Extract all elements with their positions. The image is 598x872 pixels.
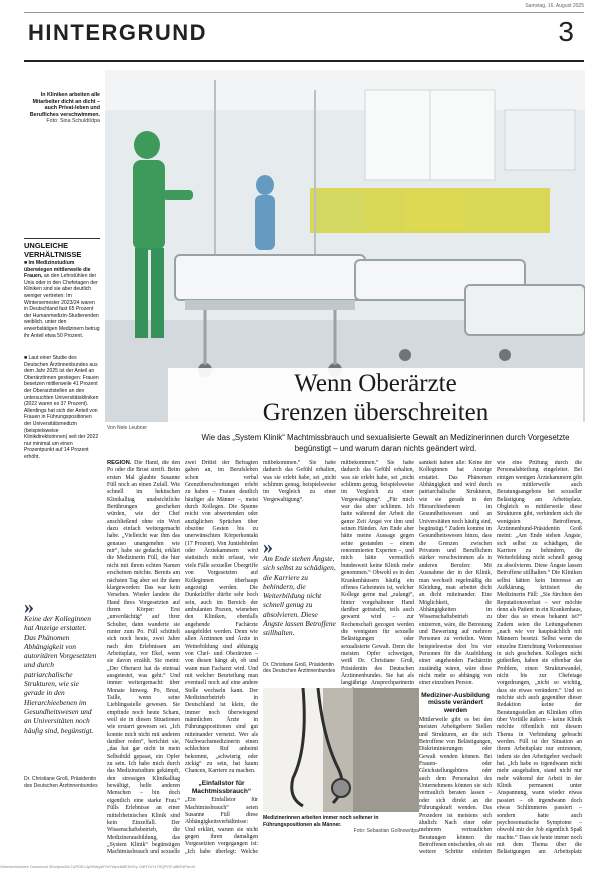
header-top-rule xyxy=(24,12,584,13)
dateline: REGION. xyxy=(107,460,132,466)
section-title: HINTERGRUND xyxy=(28,20,208,45)
column-text: „Ein Einfallstor für Machtmissbrauch“ seien Susanne Füll diese Abhängigkeitsverhältnisse: Und erklärt, warum sie nicht gegen ihren damaligen Vorgesetzten vorgegangen ist: „Ich habe überlegt: Welche xyxy=(185,797,258,855)
column-text: Die Hand, die den Po oder die Brust streift. Beim ersten Mal glaubte Susanne Füll noch an einen Zufall. Wie schnell im hektischen Klinikalltag unabsichtliche Berührungen geschehen würden, wie der Chef anschließend ohne ein Wort dazu einfach weitergemacht habe. „Vielleicht war ihm das genauso unangenehm wie mir“, habe sie gedacht, erklärt die Medizinerin Füll, die hier nicht mit ihrem echten Namen erscheinen möchte. Bereits am nächsten Tag aber sei ihr dann klargeworden: Das war kein Versehen. Wieder landete die Hand ihres Vorgesetzten auf ihrem Körper: Erst „unverdächtig“ auf ihrer Schulter, dann wanderte sie runter zum Po. Füll schüttelt sich noch heute, zwei Jahre nach den Erlebnissen am Arbeitsplatz, vor Ekel, wenn sie davon erzählt. Sie meint: „Der Oberarzt hat da eintraal ausgetestet, was geht.“ Und immer weitergemacht: über Monate hinweg. Po, Brust, Taille, wenn seine Lieblingsstelle gewesen. Sie empfinde noch heute Scham, weil sie in diesen Situationen wie erstarrt gewesen sei. „Ich konnte mich nicht mit anderen darüber reden“, berichtet sie, „das hat gar nicht in mein Selbstbild gepasst, ein Opfer zu sein. Ich habe mich durch das Medizinstudium gekämpft, den stressigen Klinikalltag bewältigt, helfe anderen Menschen – bin doch eigentlich eine starke Frau.“ Fülls Erlebnisse an einer mittelrheinischen Klinik sind kein Einzelfall. Der Wissenschaftsbetrieb, die Medizinerausbildung, das „System Klinik“ begünstigen Machtmissbrauch und sexuelle xyxy=(107,460,180,855)
column-text: wie eine Prüfung durch die Personalabteilung eingeleitet. Bei einigen wenigen Ärztekammern gibt es mittlerweile auch Beratungsangebote bei sexueller Belästigung am Arbeitsplatz. Obgleich es mittlerweile diese Strukturen gibt, verhindern sich die wenigsten Betroffenen, Ärztinnenbund-Präsidentin Groß meint: „Am Ende stehen Ängste, sich selbst zu schädigen, die Karriere zu behindern, die Weiterbildung nicht schnell genug zu absolvieren. Diese Ängste lassen Betroffene stillhalten.“ Die Kliniken selbst hätten kein Interesse an Aufklärung, kritisiert die Medizinerin Füll: „Sie fürchten den Reputationsverlust – wer möchte denn als Patient in ein Krankenhaus, über das so etwas bekannt ist?“ Zudem seien die Leitungsebenen „nach wie vor hauptsächlich mit Männern besetzt. Selbst wenn die einzelne Einrichtung Vorkommnisse in sich geschehen. Kollegen nicht gutheißen, haben sie offenbar das Problem, einen Strukturwandel, nicht bis zur Chefetage vorgedrungen, „nicht so wichtig, dass sie etwas verändern.“ Und so möchte sich auch gegenüber dieser Redaktion keine der Beratungsstellen an Kliniken offen über Vorfälle äußern – keine Klinik möchte öffentlich mit diesem Thema in Verbindung gebracht werden. Füll ist der Situation an ihrem Arbeitsplatz nur entronnen, indem sie den Arbeitgeber wechselt hat. „Ich habe es irgendwann nicht mehr ausgehalten, stand nicht nur mehr während der Arbeit in der Klinik permanent unter Anspannung, wann wieder etwas passiert – ob irgendwann doch etwas Schlimmeres passiert – sondern hatte auch psychosomatische Symptome – obwohl mir der Job eigentlich Spaß machte.“ Dass sie heute immer noch mit dem Thema über die Belästigungen am Arbeitsplatz xyxy=(497,460,582,855)
sidebar-item-lead: Im Medizinstudium überwiegen mittlerweile die Frauen, xyxy=(24,260,91,280)
footer-id: Gelesen/sichere Download 00vdpss2i/u7UPDEL3pWkbgWYeYWpelb8EtVtGy OdfTGr7x7SQPOFu8BFdPanXt xyxy=(0,864,196,869)
headline-line-1: Wenn Oberärzte xyxy=(294,370,457,397)
article-column-5 xyxy=(419,460,492,855)
header-rule xyxy=(24,60,584,62)
article-headline xyxy=(168,368,583,428)
pull-quote-left-source: Dr. Christiane Groß, Präsidentin des Deutschen Ärztinnenbundes xyxy=(24,776,98,789)
article-subheading: „Einfallstor für Machtmissbrauch“ xyxy=(191,779,252,795)
article-subhead: Wie das „System Klinik“ Machtmissbrauch und sexualisierte Gewalt an Medizinerinnen durch Vorgesetzte begünstigt – und warum daran nichts geändert wird. xyxy=(201,433,570,453)
column-text-part: mitbekommen.“ Sie habe dadurch das Gefühl erhalten, was sie erlebt habe, sei „nicht schlimm genug, beispielsweise im Vergleich zu einer Vergewaltigung“. xyxy=(263,460,336,503)
column-text: mitbekommen.“ Sie habe dadurch das Gefühl erhalten, was sie erlebt habe, sei „nicht schlimm genug, beispielsweise im Vergleich zu einer Vergewaltigung“. „Für mich war das aber schlimm. Ich hatte während der Arbeit die ganze Zeit Angst vor ihm und seinen Händen. Am Ende aber hätte meine Aussage gegen seine gestanden – einem renommierten Experten –, und mich hätte vermutlich bundesweit keine Klinik mehr genommen.“ Obwohl es in den Krankenhäusern häufig ein offenes Geheimnis ist, welcher Kollege gerne mal „zulangt“, hinter vorgehaltener Hand darüber getratscht, teils auch gewarnt wird – zur Rechenschaft gezogen werden die wenigsten für sexuelle Belästigungen oder sexualisierte Gewalt. Denn die meisten Opfer schweigen, weiß Dr. Christiane Groß, Präsidentin des Deutschen Ärztinnenbundes. Sie hat als langjährige Ansprechpartnerin xyxy=(341,460,414,687)
article-column-3-top xyxy=(263,460,336,536)
sidebar-item: ■ Laut einer Studie des Deutschen Ärztinnenbundes aus dem Jahr 2025 ist der Anteil an Oberärztinnen gestiegen: Frauen besetzen mittlerweile 41 Prozent der Oberarztstellen an den untersuchten Universitätskliniken (2022 waren es 37 Prozent). Allerdings hat sich der Anteil von Frauen in Führungspositionen der Universitätsmedizin (beispielsweise Klinikdirektorinnen) seit der 2022 nur minimal um einen Prozentpunkt auf 14 Prozent erhöht. xyxy=(24,355,99,460)
photo2-source: Foto: Sebastian Gollnow/dpa xyxy=(353,828,419,835)
headline-line-2: Grenzen überschreiten xyxy=(262,399,489,426)
quote-mark-icon: » xyxy=(24,596,34,618)
photo-source: Foto: Sina Schuldt/dpa xyxy=(46,118,100,125)
column-text: samkeit haben alle: Keine der Kolleginnen hat Anzeige erstattet. Das Phänomen Abhängigkeit und wird durch patriarchalische Strukturen, wie sie gerade in den Hierarchieebenen im Gesundheitswesen und an Universitäten noch häufig sind, begünstigt.“ Zudem komme im Gesundheitswesen hinzu, dass die Grenzen zwischen Privatem und Beruflichem stärker verschwimmen als in anderen Berufen: Mit Ausnahme der in der Klinik, man wechselt regelmäßig die Kleidung, man arbeitet dicht an dicht miteinander. Eine Möglichkeit, die Abhängigkeiten im Wissenschaftsbetrieb zu entzerren, wäre, die Betreuung und Bewertung auf mehrere Personen zu verteilen. Wenn beispielsweise drei bis vier Personen für die Ausbildung einer angehenden Fachärztin zuständig wären, wäre diese nicht mehr so abhängig von einer einzelnen Person. xyxy=(419,460,492,687)
stethoscope-illustration xyxy=(263,688,419,812)
sidebar-item: ■ Im Medizinstudium überwiegen mittlerweile die Frauen, an den Lehrstühlen der Unis oder in den Chefetagen der Kliniken sind sie aber deutlich weniger vertreten: Im Wintersemester 2023/24 waren in Deutschland fast 65 Prozent der Humanmedizin-Studierenden weiblich, unter den erwerbstätigen Medizinern betrug ihr Anteil etwa 50 Prozent. xyxy=(24,260,100,339)
sidebar-item-text: Laut einer Studie des Deutschen Ärztinnenbundes aus dem Jahr 2025 ist der Anteil an Oberärztinnen gestiegen: Frauen besetzen mittlerweile 41 Prozent der Oberarztstellen an den untersuchten Universitätskliniken (2022 waren es 37 Prozent). Allerdings hat sich der Anteil von Frauen in Führungspositionen der Universitätsmedizin (beispielsweise Klinikdirektorinnen) seit der 2022 nur minimal um einen Prozentpunkt auf 14 Prozent erhöht. xyxy=(24,355,99,460)
sidebar-title: UNGLEICHE VERHÄLTNISSE xyxy=(24,238,100,259)
sidebar-item-text: an den Lehrstühlen der Unis oder in den Chefetagen der Kliniken sind sie aber deutlich weniger vertreten: Im Wintersemester 2023/24 waren in Deutschland fast 65 Prozent der Humanmedizin-Studierenden weiblich, unter den erwerbstätigen Medizinern betrug ihr Anteil etwa 50 Prozent. xyxy=(24,273,100,339)
article-subheading: Mediziner-Ausbildung müsste verändert werden xyxy=(421,691,490,715)
issue-date: Samstag, 16. August 2025 xyxy=(525,3,584,9)
column-text: zwei Drittel der Befragten gaben an, im Berufsleben schon verbal Grenzüberschreitungen erlebt zu haben – Frauen deutlich häufiger als Männer –, meist durch Kollegen. Die Spanne reicht von abwertenden oder anzüglichen Sprüchen über obszöne Gesten bis zu unerwünschten Körperkontakt (17 Prozent). Von Juntiehörden oder Ärztekammern wird statistisch nicht erfasst, wie viele Fälle sexueller Übergriffe von Vorgesetzten auf Kolleginnen überhaupt angezeigt werden. Die Dunkelziffer dürfte sehr hoch sein, auch im Bereich der ambulanten Praxen, wieneben den Kliniken, ebenfalls angehende Fachärzte ausgebildet werden. Denn wie allen Ärztinnen und Ärzte in Weiterbildung sind abhängig von Chef- und Oberärzten – von diesen hängt ab, ob und wann man Facharzt wird. Und mit welcher Beurteilung man eventuell noch auf eine andere Stelle wechseln kann. Der Medizinerbetrieb in Deutschland ist klein, die immer noch überwiegend männlichen Ärzte in Führungspositionen sind gut miteinander vernetzt. Wer als Nachwuchsmedizinerin einen schlechten Ruf anheimt bekommt, „schwierig oder zickig“ zu sein, hat kaum Chancen, Karriere zu machen. xyxy=(185,460,258,775)
photo2-caption xyxy=(263,815,419,835)
pull-quote-center: Am Ende stehen Ängste, sich selbst zu schädigen, die Karriere zu behindern, die Weiterbildung nicht schnell genug zu absolvieren. Diese Ängste lassen Betroffene stillhalten. xyxy=(263,554,336,638)
photo2-caption-text: Medizinerinnen arbeiten immer noch seltener in Führungspositionen als Männer. xyxy=(263,815,379,828)
article-column-1 xyxy=(107,460,180,855)
column-text: Mittlerweile gibt es bei den meisten Arbeitgebern Stellen und Strukturen, an die sich Betroffene von Belästigungen, Diskriminierungen oder Gewalt wenden können. Bei Frauen- oder Gleichstellungsbüros oder auch dem Personalrat des Unternehmens können sie sich vertraulich beraten lassen – oder sich direkt an die Führungskraft wenden. Das Prozedere ist meistens sich ähnlich: Nach einer oder mehreren vertraulichen Beratungen können die Betroffenen entscheiden, ob sie weitere Schritte einleiten xyxy=(419,717,492,855)
article-column-6 xyxy=(497,460,582,855)
pull-quote-center-source: Dr. Christiane Groß, Präsidentin des Deutschen Ärztinnenbundes xyxy=(263,662,336,675)
photo-caption xyxy=(24,92,100,125)
quote-mark-icon: » xyxy=(263,536,273,558)
photo-caption-text: In Kliniken arbeiten alle Mitarbeiter dicht an dicht – auch Privat-leben und Berufliches verschwimmen. xyxy=(29,92,100,118)
article-column-2 xyxy=(185,460,258,855)
page-number: 3 xyxy=(558,16,574,47)
pull-quote-left: Keine der Kolleginnen hat Anzeige erstattet. Das Phänomen Abhängigkeit von autoritären Vorgesetzten und durch patriarchalische Strukturen, wie sie gerade in den Hierarchieebenen im Gesundheitswesen und an Universitäten noch häufig sind, begünstigt. xyxy=(24,614,97,735)
stethoscope-photo xyxy=(263,688,419,812)
article-author: Von Nele Leubner xyxy=(107,425,148,431)
